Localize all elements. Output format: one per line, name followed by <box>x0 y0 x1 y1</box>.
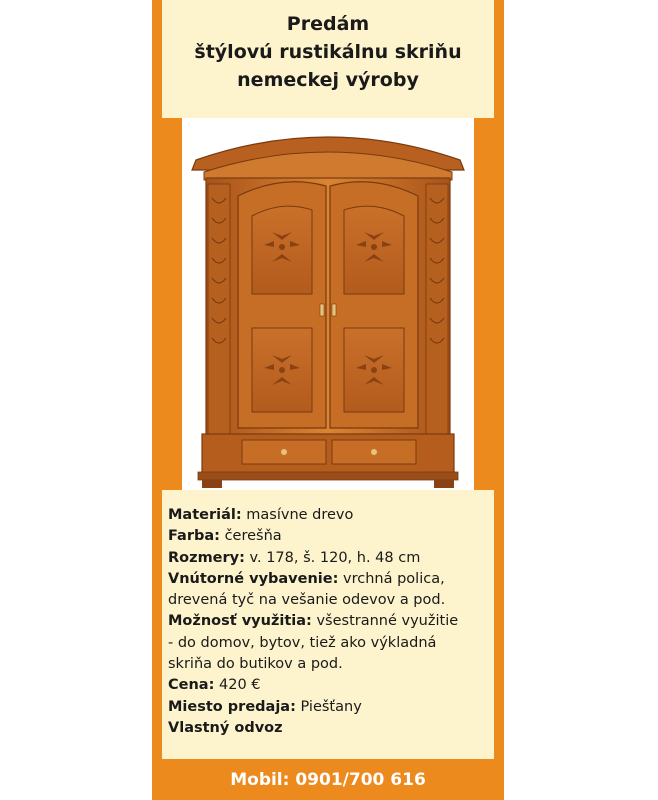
spec-size-label: Rozmery: <box>168 549 245 566</box>
spec-usage-cont-2: skriňa do butikov a pod. <box>168 656 343 673</box>
spec-pickup <box>168 718 498 739</box>
spec-size <box>168 548 498 569</box>
spec-interior-cont: drevená tyč na vešanie odevov a pod. <box>168 592 446 609</box>
spec-size-value: v. 178, š. 120, h. 48 cm <box>244 549 421 566</box>
title-line-2: štýlovú rustikálnu skriňu <box>194 41 462 63</box>
spec-color-value: čerešňa <box>219 528 282 545</box>
wardrobe-image <box>182 118 474 490</box>
left-border <box>152 0 162 800</box>
spec-color-label: Farba: <box>168 528 220 545</box>
spec-place-value: Piešťany <box>295 698 362 715</box>
spec-usage <box>168 611 498 632</box>
title-line-3: nemeckej výroby <box>237 69 419 91</box>
spec-color <box>168 526 498 547</box>
phone-number[interactable]: Mobil: 0901/700 616 <box>230 769 426 790</box>
spec-price-value: 420 € <box>214 677 261 694</box>
spec-material-value: masívne drevo <box>241 507 354 523</box>
spec-usage-value-1: všestranné využitie <box>311 613 459 630</box>
spec-material-label: Materiál: <box>168 507 242 523</box>
spec-material <box>168 505 498 526</box>
spec-place <box>168 697 498 718</box>
spec-usage-label: Možnosť využitia: <box>168 613 312 630</box>
specs-list <box>168 505 498 739</box>
title-line-1: Predám <box>286 13 370 35</box>
spec-interior-label: Vnútorné vybavenie: <box>168 570 339 587</box>
spec-pickup-label: Vlastný odvoz <box>168 719 283 736</box>
page-title <box>162 10 494 94</box>
spec-interior-value-1: vrchná polica, <box>338 570 445 587</box>
spec-interior <box>168 569 498 590</box>
spec-place-label: Miesto predaja: <box>168 698 296 715</box>
spec-price-label: Cena: <box>168 677 215 694</box>
spec-usage-cont-1: - do domov, bytov, tiež ako výkladná <box>168 634 437 651</box>
spec-price <box>168 675 498 696</box>
contact-bar <box>152 759 504 800</box>
